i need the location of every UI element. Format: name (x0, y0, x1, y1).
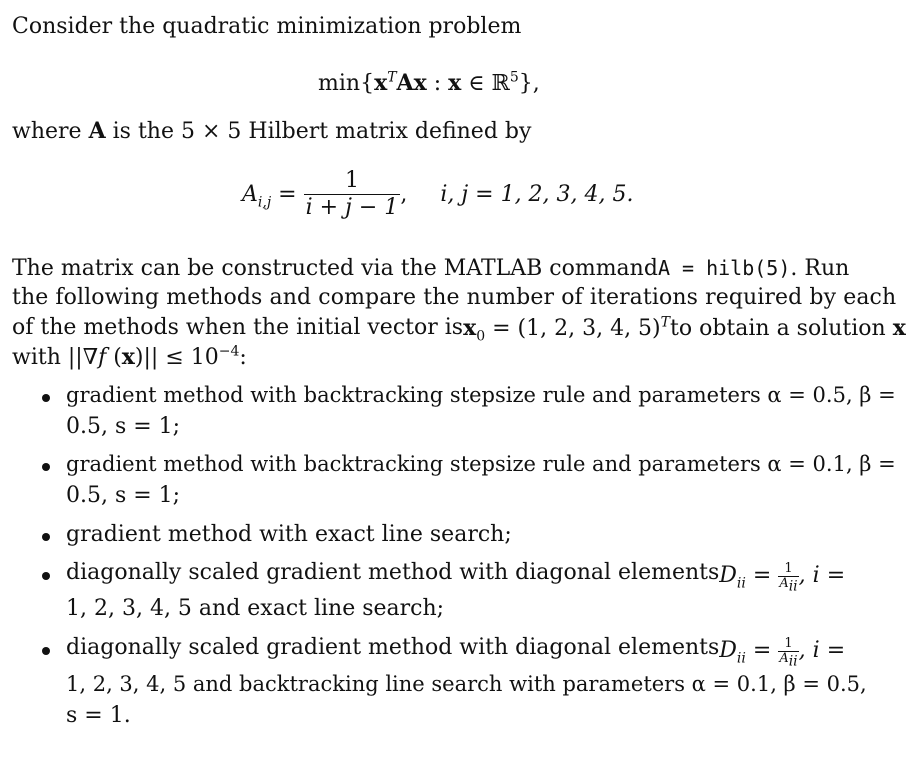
bullet-5-frac-den (778, 650, 798, 670)
bullet-4-D: D (719, 563, 737, 589)
bullet-4-frac-den (778, 575, 798, 595)
bullet-4-frac-num: 1 (778, 562, 798, 577)
bullet-4-tail: , i = (798, 563, 846, 589)
bullet-4-D-sub: ii (736, 575, 746, 592)
where-A: A (88, 118, 106, 144)
bullet-2-line-2: 0.5, s = 1; (66, 483, 181, 508)
hilbert-lhs-sub: i,j (257, 194, 272, 211)
bullet-4-line-1 (66, 560, 846, 595)
problem-end: }, (518, 71, 540, 96)
bullet-5-frac-sub: ii (788, 653, 798, 670)
bullet-4-frac-sub: ii (788, 578, 798, 595)
bullet-4-line-2: 1, 2, 3, 4, 5 and exact line search; (66, 596, 445, 621)
hilbert-definition (242, 168, 634, 222)
intro-text: Consider the quadratic minimization problem (12, 14, 522, 39)
problem-A: A (396, 70, 414, 96)
bullet-4-text: diagonally scaled gradient method with diagonal elements (66, 560, 720, 585)
bullet-4-frac-A: A (779, 575, 789, 591)
hilbert-comma: , (400, 181, 408, 207)
where-line (12, 120, 531, 143)
bullet-5-D: D (719, 638, 737, 664)
para-l1-a: The matrix can be constructed via the MATLAB command (12, 256, 658, 281)
para-x0: x (463, 315, 477, 341)
para-l4-b: ( (106, 345, 122, 370)
bullet-dot (42, 572, 50, 580)
bullet-4-eq: = (745, 563, 779, 589)
problem-formula (318, 69, 540, 96)
hilbert-num: 1 (304, 168, 401, 195)
bullet-2-line-1: gradient method with backtracking stepsize rule and parameters α = 0.1, β = (66, 452, 896, 476)
hilbert-fraction (304, 168, 401, 222)
problem-min: min{ (318, 71, 375, 96)
bullet-dot (42, 533, 50, 541)
bullet-5-line-1 (66, 635, 846, 670)
para-x: x (892, 315, 906, 341)
where-pre: where (12, 119, 89, 144)
para-l3-b: = (1, 2, 3, 4, 5) (485, 316, 661, 341)
matlab-command: A = hilb(5) (657, 256, 791, 280)
para-l4-a: with ||∇ (12, 345, 99, 370)
bullet-5-tail: , i = (798, 638, 846, 664)
problem-x2: x (413, 70, 427, 96)
problem-x: x (374, 70, 388, 96)
hilbert-den: i + j − 1 (305, 195, 399, 221)
bullet-5-D-sub: ii (736, 650, 746, 667)
bullet-dot (42, 463, 50, 471)
para-l4-exp: −4 (218, 343, 240, 360)
bullet-5-fraction (778, 636, 798, 670)
para-line-3 (12, 314, 906, 345)
problem-five: 5 (509, 69, 519, 86)
bullet-4-fraction (778, 561, 798, 595)
bullet-dot (42, 647, 50, 655)
bullet-5-line-2: 1, 2, 3, 4, 5 and backtracking line search with parameters α = 0.1, β = 0.5, (66, 672, 867, 696)
para-l4-c: )|| ≤ 10 (134, 345, 219, 370)
bullet-5-text: diagonally scaled gradient method with diagonal elements (66, 635, 720, 660)
para-l4-f: f (98, 345, 107, 370)
where-post: is the 5 × 5 Hilbert matrix defined by (105, 119, 532, 144)
bullet-1-line-1: gradient method with backtracking stepsize rule and parameters α = 0.5, β = (66, 383, 896, 407)
para-line-2: the following methods and compare the number of iterations required by each (12, 285, 897, 310)
para-l3-a: of the methods when the initial vector is (12, 315, 464, 340)
para-line-1 (12, 256, 850, 281)
bullet-5-frac-num: 1 (778, 637, 798, 652)
para-line-4 (12, 343, 247, 370)
hilbert-range: i, j = 1, 2, 3, 4, 5. (440, 181, 634, 207)
para-x0-sub: 0 (476, 328, 486, 345)
bullet-5-line-3: s = 1. (66, 703, 131, 728)
para-l3-c: to obtain a solution (670, 316, 886, 341)
bullet-5-eq: = (745, 638, 779, 664)
para-l4-d: : (239, 345, 247, 370)
bullet-3-line-1: gradient method with exact line search; (66, 522, 512, 547)
hilbert-lhs: A (242, 181, 258, 207)
problem-sep: : (426, 71, 449, 96)
bullet-5-frac-A: A (779, 650, 789, 666)
bullet-1-line-2: 0.5, s = 1; (66, 414, 181, 439)
hilbert-eq: = (278, 181, 297, 207)
problem-T: T (387, 69, 397, 86)
problem-in: ∈ ℝ (461, 71, 510, 96)
para-l1-b: . Run (790, 256, 850, 281)
para-l4-x: x (121, 344, 135, 370)
problem-x3: x (448, 70, 462, 96)
para-l3-T: T (660, 314, 670, 331)
bullet-dot (42, 394, 50, 402)
